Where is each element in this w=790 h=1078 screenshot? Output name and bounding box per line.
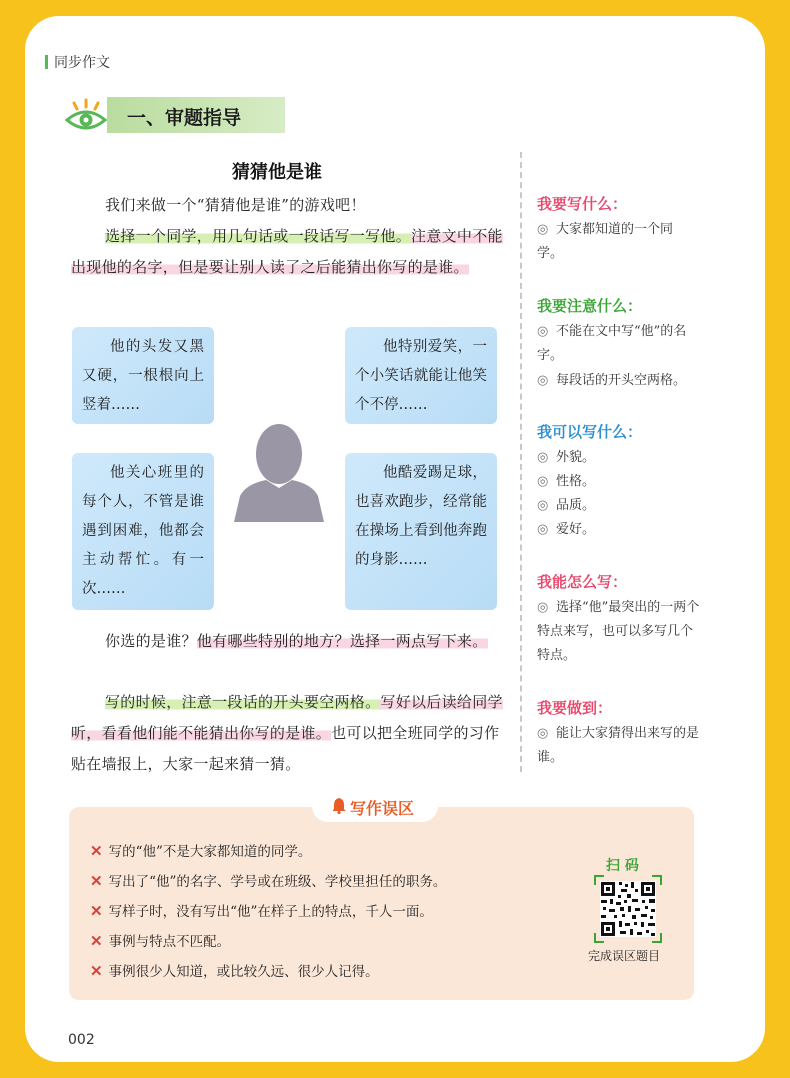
sidebar-item: ◎ 外貌。 xyxy=(537,446,595,470)
writing-mistakes-title: 写作误区 xyxy=(350,799,415,818)
eye-icon xyxy=(64,98,108,134)
bell-icon xyxy=(332,797,346,814)
sidebar-heading-how: 我能怎么写： xyxy=(537,573,628,591)
sidebar-item: ◎ 大家都知道的一个同学。 xyxy=(537,218,697,266)
sidebar-heading-what: 我要写什么： xyxy=(537,195,628,213)
cross-icon: ✕ xyxy=(90,902,103,920)
bullet-circle-icon: ◎ xyxy=(537,474,549,489)
person-silhouette-icon xyxy=(232,418,326,522)
highlight-read: 写好以后读给同学听，看看他们能不能猜出你写的是谁。 xyxy=(71,693,503,742)
highlight-indent: 写的时候，注意一段话的开头要空两格。 xyxy=(105,693,381,711)
qr-code-icon[interactable] xyxy=(594,875,662,943)
bullet-circle-icon: ◎ xyxy=(537,450,549,465)
cross-icon: ✕ xyxy=(90,842,103,860)
sidebar-item: ◎ 爱好。 xyxy=(537,518,595,542)
bubble-caring: 他关心班里的每个人，不管是谁遇到困难，他都会主动帮忙。有一次…… xyxy=(72,453,214,610)
qr-caption: 完成误区题目 xyxy=(588,949,661,963)
sidebar-item: ◎ 能让大家猜得出来写的是谁。 xyxy=(537,722,702,770)
paragraph-4 xyxy=(71,687,509,780)
mistake-item: ✕ 写出了“他”的名字、学号或在班级、学校里担任的职务。 xyxy=(90,872,447,890)
bullet-circle-icon: ◎ xyxy=(537,324,549,339)
bullet-circle-icon: ◎ xyxy=(537,522,549,537)
cross-icon: ✕ xyxy=(90,962,103,980)
bullet-circle-icon: ◎ xyxy=(537,600,549,615)
paragraph-1 xyxy=(71,190,509,221)
highlight-notice: 注意文中不能出现他的名字，但是要让别人读了之后能猜出你写的是谁。 xyxy=(71,227,503,276)
highlight-special: 他有哪些特别的地方？选择一两点写下来。 xyxy=(196,632,488,650)
mistake-item: ✕ 事例与特点不匹配。 xyxy=(90,932,231,950)
page-number: 002 xyxy=(68,1032,95,1048)
sidebar-heading-goal: 我要做到： xyxy=(537,699,613,717)
scan-label: 扫 码 xyxy=(606,858,639,874)
bubble-laugh: 他特别爱笑，一个小笑话就能让他笑个不停…… xyxy=(345,327,497,424)
header xyxy=(45,52,110,72)
sidebar-heading-notice: 我要注意什么： xyxy=(537,297,643,315)
dashed-divider xyxy=(520,152,522,772)
bullet-circle-icon: ◎ xyxy=(537,373,549,388)
bullet-circle-icon: ◎ xyxy=(537,222,549,237)
sidebar-item: ◎ 每段话的开头空两格。 xyxy=(537,369,702,393)
bubble-football: 他酷爱踢足球，也喜欢跑步，经常能在操场上看到他奔跑的身影…… xyxy=(345,453,497,610)
story-title: 猜猜他是谁 xyxy=(232,162,322,183)
mistake-item: ✕ 写的“他”不是大家都知道的同学。 xyxy=(90,842,312,860)
sidebar-item: ◎ 性格。 xyxy=(537,470,595,494)
paragraph-3-question: 你选的是谁？ xyxy=(105,632,197,650)
paragraph-1-text: 我们来做一个“猜猜他是谁”的游戏吧！ xyxy=(105,196,366,214)
section-title-box xyxy=(107,97,285,133)
paragraph-2 xyxy=(71,221,509,283)
mistake-item: ✕ 事例很少人知道，或比较久远、很少人记得。 xyxy=(90,962,379,980)
paragraph-3 xyxy=(71,626,509,657)
mistake-item: ✕ 写样子时，没有写出“他”在样子上的特点，千人一面。 xyxy=(90,902,433,920)
cross-icon: ✕ xyxy=(90,932,103,950)
header-bar xyxy=(45,55,48,69)
highlight-choose: 选择一个同学，用几句话或一段话写一写他。 xyxy=(105,227,412,245)
sidebar-heading-content: 我可以写什么： xyxy=(537,423,643,441)
section-title: 一、审题指导 xyxy=(127,107,242,129)
bullet-circle-icon: ◎ xyxy=(537,726,549,741)
header-label: 同步作文 xyxy=(54,55,110,71)
sidebar-item: ◎ 品质。 xyxy=(537,494,595,518)
sidebar-item: ◎ 选择“他”最突出的一两个特点来写，也可以多写几个特点。 xyxy=(537,596,702,668)
bubble-hair: 他的头发又黑又硬，一根根向上竖着…… xyxy=(72,327,214,424)
sidebar-item: ◎ 不能在文中写“他”的名字。 xyxy=(537,320,697,368)
paragraph-4-end: 也可以把全班同学的习作贴在墙报上，大家一起来猜一猜。 xyxy=(71,724,500,773)
cross-icon: ✕ xyxy=(90,872,103,890)
bullet-circle-icon: ◎ xyxy=(537,498,549,513)
